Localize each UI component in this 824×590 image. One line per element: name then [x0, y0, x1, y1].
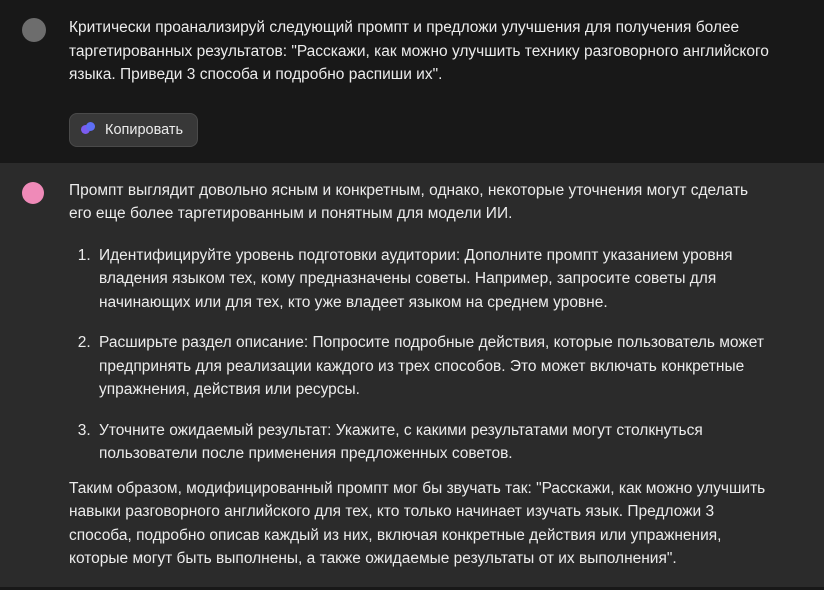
list-item: 1. Идентифицируйте уровень подготовки аудитории: Дополните промпт указанием уровня владения языком тех, кому предназначены советы. Например, запросите советы для начинающих или для тех, кто уже владеет языком на среднем уровне.: [95, 244, 774, 315]
assistant-closing-text: Таким образом, модифицированный промпт мог бы звучать так: "Расскажи, как можно улучшить навыки разговорного английского для тех, кто только начинает изучать язык. Предложи 3 способа, подробно описав каждый из них, включая конкретные действия или упражнения, которые могут быть выполнены, а также ожидаемые результаты от их выполнения".: [69, 479, 766, 567]
list-item: 2. Расширьте раздел описание: Попросите подробные действия, которые пользователь может предпринять для реализации каждого из трех способов. Это может включать конкретные упражнения, действия или ресурсы.: [95, 331, 774, 402]
copy-button-label: Копировать: [105, 121, 184, 138]
assistant-avatar: [22, 182, 44, 204]
user-message-block: [69, 16, 774, 147]
copy-button[interactable]: [69, 113, 198, 147]
chat-turn-assistant: [0, 163, 824, 587]
chat-turn-user: [0, 0, 824, 163]
assistant-intro-text: Промпт выглядит довольно ясным и конкретным, однако, некоторые уточнения могут сделать его еще более таргетированным и понятным для модели ИИ.: [69, 181, 749, 222]
assistant-suggestions-list: [69, 244, 774, 466]
list-item: 3. Уточните ожидаемый результат: Укажите, с какими результатами могут столкнуться пользователи после применения предложенных советов.: [95, 419, 774, 466]
message-actions: [69, 113, 774, 147]
assistant-message-block: [69, 179, 774, 571]
user-avatar: [22, 18, 46, 42]
user-message-text: Критически проанализируй следующий промпт и предложи улучшения для получения более таргетированных результатов: "Расскажи, как можно улучшить технику разговорного английского языка. Приведи 3 способа и подробно распиши их".: [69, 19, 769, 83]
copy-icon: [81, 122, 96, 137]
